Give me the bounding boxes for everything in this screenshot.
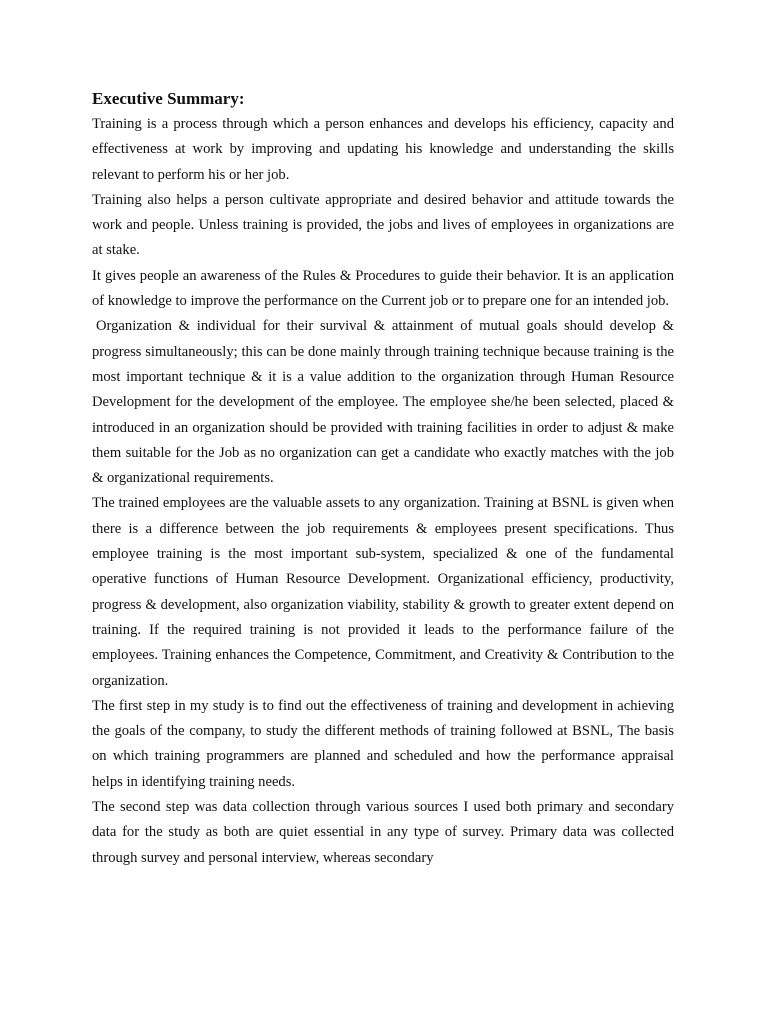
paragraph-3: It gives people an awareness of the Rules & Procedures to guide their behavior. It is an application of knowledge to improve the performance on the Current job or to prepare one for an intended job.	[92, 267, 674, 310]
paragraph-4: Organization & individual for their survival & attainment of mutual goals should develop & progress simultaneously; this can be done mainly through training technique because training is the most important technique & it is a value addition to the organization through Human Resource Development for the development of the employee. The employee she/he been selected, placed & introduced in an organization should be provided with training facilities in order to adjust & make them suitable for the Job as no organization can get a candidate who exactly matches with the job & organizational requirements.	[92, 318, 674, 487]
document-page	[92, 86, 674, 871]
paragraph-2: Training also helps a person cultivate appropriate and desired behavior and attitude towards the work and people. Unless training is provided, the jobs and lives of employees in organizations are at stake.	[92, 191, 674, 259]
paragraph-6: The first step in my study is to find out the effectiveness of training and development in achieving the goals of the company, to study the different methods of training followed at BSNL, The basis on which training programmers are planned and scheduled and how the performance appraisal helps in identifying training needs.	[92, 697, 674, 790]
paragraph-7: The second step was data collection through various sources I used both primary and secondary data for the study as both are quiet essential in any type of survey. Primary data was collected through survey and personal interview, whereas secondary	[92, 799, 674, 866]
paragraph-5: The trained employees are the valuable assets to any organization. Training at BSNL is given when there is a difference between the job requirements & employees present specifications. Thus employee training is the most important sub-system, specialized & one of the fundamental operative functions of Human Resource Development. Organizational efficiency, productivity, progress & development, also organization viability, stability & growth to greater extent depend on training. If the required training is not provided it leads to the performance failure of the employees. Training enhances the Competence, Commitment, and Creativity & Contribution to the organization.	[92, 495, 674, 689]
section-heading: Executive Summary:	[92, 89, 245, 108]
paragraph-1: Training is a process through which a person enhances and develops his efficiency, capacity and effectiveness at work by improving and updating his knowledge and understanding the skills relevant to perform his or her job.	[92, 116, 674, 183]
